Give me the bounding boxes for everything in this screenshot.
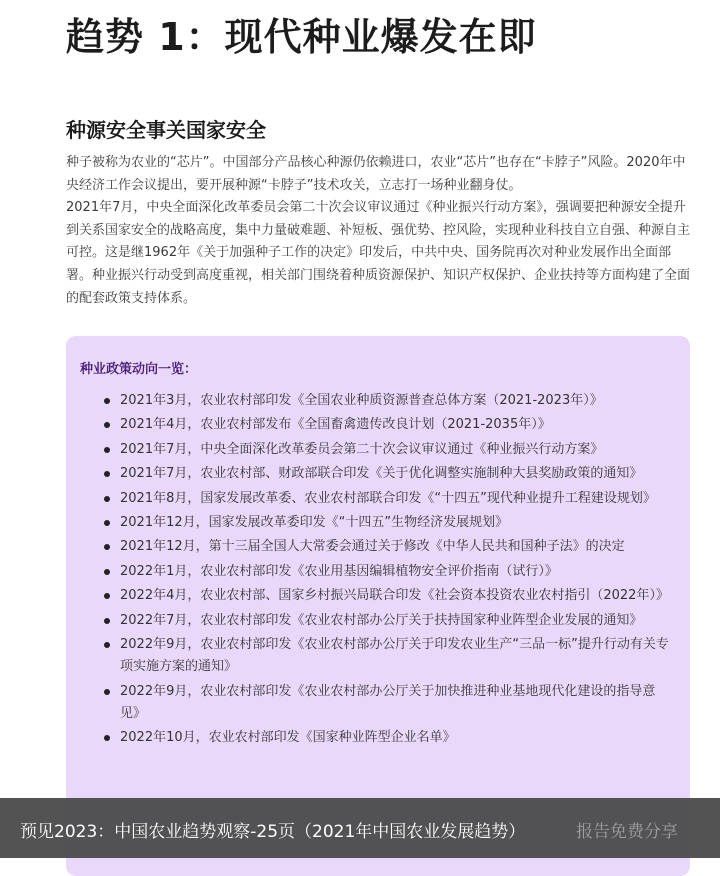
body-text [66,152,690,310]
policy-list-item [80,512,670,534]
paragraph: 种子被称为农业的“芯片”。中国部分产品核心种源仍依赖进口，农业“芯片”也存在“卡脖子”风险。2020年中央经济工作会议提出，要开展种源“卡脖子”技术攻关，立志打一场种业翻身仗。 [66,155,686,193]
bullet-icon [104,496,110,502]
policy-item-text: 2022年7月，农业农村部印发《农业农村部办公厅关于扶持国家种业阵型企业发展的通知》 [120,612,643,628]
policy-item-text: 2021年7月，农业农村部、财政部联合印发《关于优化调整实施制种大县奖励政策的通知》 [120,466,643,482]
caption-text: 预见2023：中国农业趋势观察-25页（2021年中国农业发展趋势） [20,822,526,842]
policy-list-item [80,463,670,485]
policy-list-item [80,439,670,461]
policy-list [80,390,670,749]
bullet-icon [104,398,110,404]
bullet-icon [104,689,110,695]
policy-item-text: 2021年12月，国家发展改革委印发《“十四五”生物经济发展规划》 [120,514,509,530]
bullet-icon [104,642,110,648]
bullet-icon [104,618,110,624]
policy-list-item [80,561,670,583]
policy-list-item [80,390,670,412]
policy-list-item [80,634,670,678]
policy-item-text: 2021年8月，国家发展改革委、农业农村部联合印发《“十四五”现代种业提升工程建设规划》 [120,490,656,506]
policy-item-text: 2022年9月，农业农村部印发《农业农村部办公厅关于印发农业生产“三品一标”提升行动有关专项实施方案的通知》 [120,636,669,675]
bullet-icon [104,735,110,741]
policy-item-text: 2021年4月，农业农村部发布《全国畜禽遗传改良计划（2021-2035年）》 [120,417,551,433]
bullet-icon [104,544,110,550]
section-heading: 种源安全事关国家安全 [66,118,266,142]
policy-list-item [80,727,670,749]
policy-item-text: 2021年7月，中央全面深化改革委员会第二十次会议审议通过《种业振兴行动方案》 [120,441,604,457]
paragraph: 2021年7月，中央全面深化改革委员会第二十次会议审议通过《种业振兴行动方案》，强调要把种源安全提升到关系国家安全的战略高度，集中力量破难题、补短板、强优势、控风险，实现种业科技自立自强、种源自主可控。这是继1962年《关于加强种子工作的决定》印发后，中共中央、国务院再次对种业发展作出全面部署。种业振兴行动受到高度重视，相关部门围绕着种质资源保护、知识产权保护、企业扶持等方面构建了全面的配套政策支持体系。 [66,200,691,306]
bullet-icon [104,520,110,526]
policy-list-item [80,414,670,436]
policy-item-text: 2022年10月，农业农村部印发《国家种业阵型企业名单》 [120,730,456,746]
policy-list-item [80,610,670,632]
policy-list-item [80,536,670,558]
caption-bar [0,798,720,858]
bullet-icon [104,593,110,599]
bullet-icon [104,569,110,575]
policy-item-text: 2022年9月，农业农村部印发《农业农村部办公厅关于加快推进种业基地现代化建设的指导意见》 [120,683,656,721]
policy-list-item [80,585,670,607]
policy-box-title: 种业政策动向一览： [80,362,198,377]
bullet-icon [104,422,110,428]
policy-summary-box [66,336,690,876]
watermark-text: 报告免费分享 [576,822,678,842]
policy-item-text: 2021年3月，农业农村部印发《全国农业种质资源普查总体方案（2021-2023年）》 [120,393,603,408]
policy-item-text: 2022年1月，农业农村部印发《农业用基因编辑植物安全评价指南（试行）》 [120,563,558,579]
policy-item-text: 2021年12月，第十三届全国人大常委会通过关于修改《中华人民共和国种子法》的决定 [120,539,625,555]
bullet-icon [104,447,110,453]
policy-list-item [80,488,670,510]
policy-item-text: 2022年4月，农业农村部、国家乡村振兴局联合印发《社会资本投资农业农村指引（2022年）》 [120,588,669,604]
bullet-icon [104,471,110,477]
page-title: 趋势 1：现代种业爆发在即 [66,15,537,59]
policy-list-item [80,681,670,725]
